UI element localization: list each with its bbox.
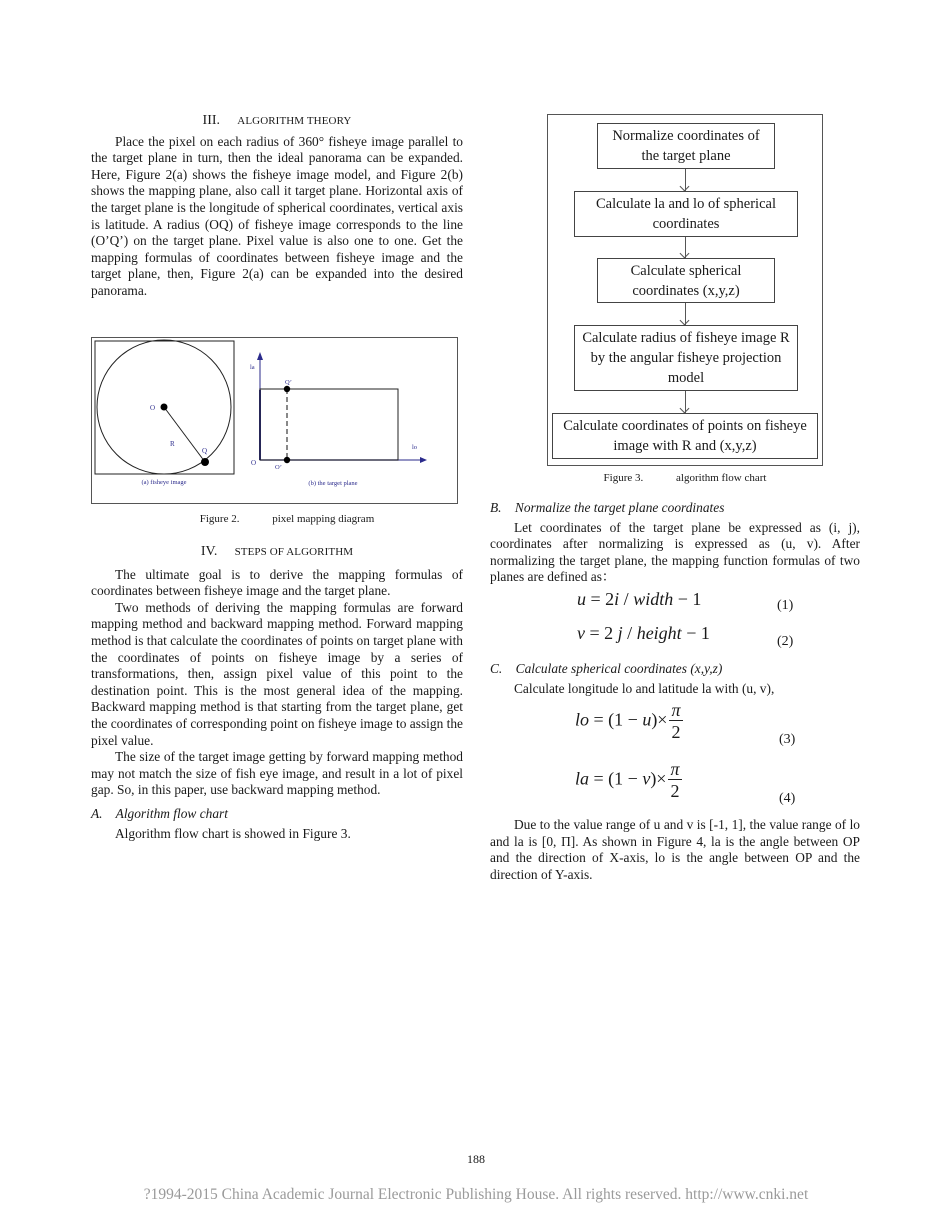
eq4-var-v: v [642,768,651,789]
point-O [161,404,168,411]
figure-3-caption-text: algorithm flow chart [676,472,767,484]
radius-OQ [164,407,208,462]
equation-1-number: (1) [777,598,794,613]
subsection-b-title: Normalize the target plane coordinates [514,500,725,515]
eq2-var-j: j [617,623,623,643]
eq4-numerator-pi: π [670,759,680,779]
eq3-lhs: lo [575,709,590,730]
equation-3 [575,700,683,743]
caption-a: (a) fisheye image [141,479,187,486]
eq2-lhs: v [577,623,585,643]
eq2-slash: / [622,623,637,643]
lo-axis-arrow-icon [420,457,427,463]
flow-step-5: Calculate coordinates of points on fisheye image with R and (x,y,z) [552,413,818,459]
figure-3-caption [547,472,823,484]
eq3-denominator: 2 [671,722,681,742]
label-O-prime: O’ [275,464,282,471]
eq3-part-b: )× [651,709,668,730]
eq3-fraction [669,700,682,743]
eq3-part-a: = (1 − [589,709,643,730]
eq4-part-b: )× [650,768,667,789]
label-O-fisheye: O [150,404,156,412]
eq1-slash: / [619,589,634,609]
flow-step-2: Calculate la and lo of spherical coordinates [574,191,798,237]
flow-step-3: Calculate spherical coordinates (x,y,z) [597,258,775,303]
figure-2-label: Figure 2. [199,513,240,525]
eq1-var-i: i [614,589,620,609]
point-Q-prime [284,386,290,392]
flow-arrow-3 [685,303,686,325]
figure-3-flowchart [547,114,823,466]
flow-step-1: Normalize coordinates of the target plane [597,123,775,169]
subsection-b [490,500,860,586]
equation-2-number: (2) [777,634,794,649]
point-O-prime [284,457,290,463]
pixel-mapping-diagram [92,338,459,505]
equation-3-number: (3) [779,732,796,747]
eq1-part: = 2 [586,589,615,609]
section-4 [91,543,463,842]
eq4-denominator: 2 [670,781,680,801]
label-Q: Q [202,447,208,455]
eq2-height: height [636,623,682,643]
copyright-footer: ?1994-2015 China Academic Journal Electronic Publishing House. All rights reserved. http://www.cnki.net [143,1186,809,1203]
section-3-paragraph: Place the pixel on each radius of 360° fisheye image parallel to the target plane in turn, then the ideal panorama can be expanded. Here, Figure 2(a) shows the fisheye image model, and Figure 2(b) shows the mapping plane, also call it target plane. Horizontal axis of the target plane is the longitude of spherical coordinates, vertical axis is latitude. A radius (OQ) of fisheye image corresponds to the line (O’Q’) on the target plane. Pixel value is also one to one. Get the mapping formulas of coordinates between fisheye image and the target plane, then, Figure 2(a) can be expanded into the desired panorama. [91,133,463,298]
subsection-b-paragraph: Let coordinates of the target plane be expressed as (i, j), coordinates after normalizing is expressed as (u, v). After normalizing the target plane, the mapping function formulas of two planes are defined as： [490,519,860,585]
label-la: la [250,364,255,371]
section-3-heading [91,112,463,130]
section-4-number: IV. [200,544,218,559]
subsection-c-paragraph-2: Due to the value range of u and v is [-1, 1], the value range of lo and la is [0, Π]. As shown in Figure 4, la is the angle between OP and the direction of X-axis, lo is the angle between OP and the direction of Y-axis. [490,817,860,882]
point-Q [201,458,209,466]
eq2-part: = 2 [585,623,618,643]
eq4-part-a: = (1 − [589,768,643,789]
subsection-a-label: A. [91,805,103,821]
eq4-fraction [668,759,681,802]
eq3-var-u: u [642,709,652,730]
subsection-a-title: Algorithm flow chart [115,805,228,821]
figure-2 [91,337,458,504]
caption-b: (b) the target plane [308,480,358,487]
eq3-numerator-pi: π [671,700,681,720]
flow-arrow-4 [685,391,686,413]
figure-2-caption [91,513,483,525]
label-Q-prime: Q’ [285,379,292,386]
flow-step-4: Calculate radius of fisheye image R by the angular fisheye projection model [574,325,798,391]
section-4-title: STEPS OF ALGORITHM [234,546,354,558]
subsection-c-label: C. [490,661,503,676]
section-3 [91,112,463,300]
equation-2 [577,623,710,644]
section-4-paragraph-2: Two methods of deriving the mapping formulas are forward mapping method and backward mapping method. Forward mapping method is that calculate the coordinates of points on target plane with the coordinates of points on fisheye image by a series of transformations, then, assign pixel value of this point to the destination point. This is the most general idea of the mapping. Backward mapping method is that starting from the target plane, get the coordinates of corresponding point on fisheye image to assign the pixel value. [91,599,463,748]
equation-4 [575,759,682,802]
section-4-paragraph-1: The ultimate goal is to derive the mapping formulas of coordinates between fisheye image and the target plane. [91,566,463,599]
page-number: 188 [467,1152,485,1166]
figure-2-caption-text: pixel mapping diagram [272,513,375,525]
eq2-minus-one: − 1 [681,623,710,643]
label-R: R [170,440,175,448]
section-3-number: III. [202,113,221,128]
flow-arrow-1 [685,169,686,191]
section-3-title: ALGORITHM THEORY [237,115,352,127]
subsection-c-paragraph: Calculate longitude lo and latitude la with (u, v), [514,680,775,696]
section-4-paragraph-3: The size of the target image getting by forward mapping method may not match the size of fish eye image, and result in a lot of pixel gap. So, in this paper, use backward mapping method. [91,749,463,798]
eq1-width: width [633,589,674,609]
eq4-lhs: la [575,768,590,789]
eq1-minus-one: − 1 [673,589,702,609]
subsection-c-heading [490,661,860,678]
la-axis-arrow-icon [257,352,263,360]
subsection-b-label: B. [490,500,502,515]
subsection-c-title: Calculate spherical coordinates (x,y,z) [515,661,723,676]
subsection-a-heading [91,806,463,823]
subsection-c [490,661,860,697]
subsection-b-heading [490,500,860,517]
flow-arrow-2 [685,237,686,258]
label-O-plane: O [251,459,257,467]
label-lo: lo [412,444,418,451]
subsection-c-continued [490,817,860,883]
equation-1 [577,589,701,610]
figure-3-label: Figure 3. [603,472,644,484]
subsection-a-paragraph: Algorithm flow chart is showed in Figure 3. [115,825,351,841]
section-4-heading [91,543,463,561]
eq1-lhs: u [577,589,586,609]
target-plane-rect [260,389,398,460]
equation-4-number: (4) [779,791,796,806]
